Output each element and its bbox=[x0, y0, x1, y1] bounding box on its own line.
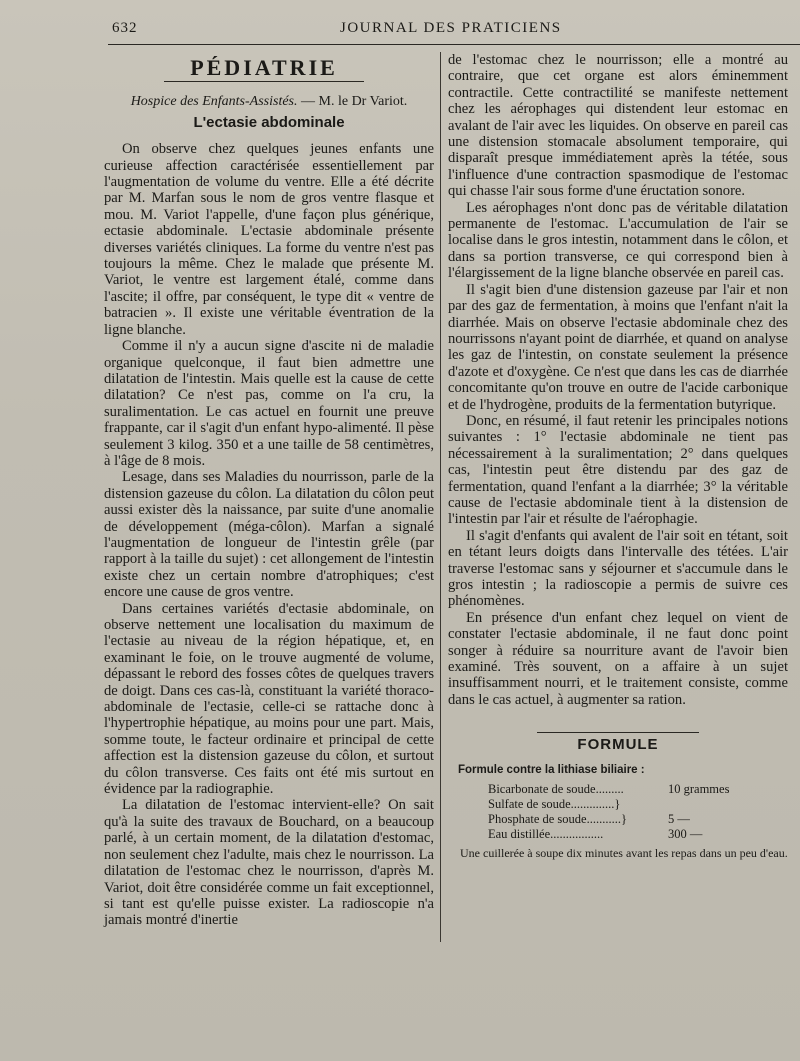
ingredient-quantity bbox=[668, 797, 788, 812]
running-head bbox=[0, 18, 800, 40]
left-column bbox=[104, 52, 434, 929]
paragraph: En présence d'un enfant chez lequel on vient de constater l'ectasie abdominale, il ne faut donc point songer à réduire sa nourriture avant de l'avoir bien examiné. Très souvent, on a affaire à un sujet insuffisamment nourri, et le traitement consiste, comme dans le cas actuel, à augmenter sa ration. bbox=[448, 609, 788, 708]
ingredient-name: Sulfate de soude..............} bbox=[488, 797, 621, 812]
prescription-row bbox=[448, 782, 788, 797]
paragraph: La dilatation de l'estomac intervient-elle? On sait qu'à la suite des travaux de Bouchard, on a beaucoup parlé, à un certain moment, de la dilatation d'estomac, non seulement chez l'adulte, mais chez le nourrisson. La dilatation de l'estomac chez le nourrisson, d'après M. Variot, doit être considérée comme un fait exceptionnel, si tant est qu'elle puisse exister. La radioscopie n'a jamais montré d'inertie bbox=[104, 797, 434, 929]
ingredient-quantity: 5 — bbox=[668, 812, 690, 827]
prescription-row bbox=[448, 827, 788, 842]
header-rule bbox=[108, 44, 800, 45]
section-title: PÉDIATRIE bbox=[164, 60, 364, 82]
ingredient-quantity: 10 grammes bbox=[668, 782, 730, 797]
byline-place: Hospice des Enfants-Assistés. bbox=[130, 94, 298, 110]
paragraph: de l'estomac chez le nourrisson; elle a montré au contraire, que cet organe est alors éminemment contractile. Cette contractilité se manifeste nettement chez les aérophages qui distendent leur estomac en avalant de l'air avec les liquides. On observe en pareil cas une distension stomacale absolument temporaire, qui disparaît presque immédiatement après la tétée, sous l'influence d'une contraction spasmodique de l'estomac qui chasse l'air sous forme d'une éructation sonore. bbox=[448, 52, 788, 200]
paragraph: Il s'agit bien d'une distension gazeuse par l'air et non par des gaz de fermentation, à moins que l'enfant n'ait la diarrhée. Mais on observe l'ectasie abdominale chez des nourrissons n'ayant point de diarrhée, et quand on analyse les gaz de l'intestin, on constate seulement la présence d'azote et d'oxygène. Ce n'est que dans les cas de diarrhée concomitante qu'on trouve en outre de l'acide carbonique et de l'hydrogène, produits de la fermentation butyrique. bbox=[448, 281, 788, 413]
paragraph: Comme il n'y a aucun signe d'ascite ni de maladie organique quelconque, il faut bien admettre une dilatation de l'intestin. Mais quelle est la cause de cette dilatation? Ce n'est pas, comme on l'a cru, la suralimentation. Le cas actuel en fournit une preuve frappante, car il s'agit d'un enfant hypo-alimenté. Il pèse seulement 3 kilog. 350 et a une taille de 58 centimètres, à l'âge de 8 mois. bbox=[104, 338, 434, 469]
right-column bbox=[448, 52, 788, 861]
column-divider bbox=[440, 52, 441, 942]
prescription-row bbox=[448, 812, 788, 827]
paragraph: Les aérophages n'ont donc pas de véritable dilatation permanente de l'estomac. L'accumulation de l'air se localise dans le gros intestin, notamment dans le côlon, et dans sa portion transverse, ce qui correspond bien à l'élargissement de la ligne blanche observée en pareil cas. bbox=[448, 199, 788, 282]
journal-title: JOURNAL DES PRATICIENS bbox=[340, 20, 562, 36]
ingredient-quantity: 300 — bbox=[668, 827, 703, 842]
prescription-row bbox=[448, 797, 788, 812]
ingredient-name: Phosphate de soude...........} bbox=[488, 812, 627, 827]
paragraph: Dans certaines variétés d'ectasie abdominale, on observe nettement une localisation du maximum de l'ectasie au niveau de la région hépatique, et, en examinant le foie, on le trouve augmenté de volume, dépassant le rebord des fosses côtes de quelques travers de doigt. Dans ces cas-là, constituant la variété thoraco-abdominale de l'ectasie, celle-ci se rattache donc à l'hypertrophie hépatique, au moins pour une part. Mais, somme toute, le facteur ordinaire et principal de cette affection est la distension gazeuse du côlon, et surtout du côlon transverse. Ces faits ont été mis surtout en évidence par la radiographie. bbox=[104, 600, 434, 798]
paragraph: Lesage, dans ses Maladies du nourrisson, parle de la distension gazeuse du côlon. La dilatation du côlon peut aussi exister dès la naissance, par suite d'une anomalie de développement (méga-côlon). Marfan a signalé l'augmentation de longueur de l'intestin grêle (par rapport à la taille du sujet) : cet allongement de l'intestin existe chez un certain nombre d'atrophiques; c'est encore une cause de gros ventre. bbox=[104, 469, 434, 601]
byline bbox=[104, 94, 434, 110]
paragraph: Il s'agit d'enfants qui avalent de l'air soit en tétant, soit en tétant leurs doigts dans l'intervalle des tétées. L'air traverse l'estomac sans y séjourner et s'accumule dans le gros intestin ; la radioscopie a permis de suivre ces phénomènes. bbox=[448, 527, 788, 610]
ingredient-name: Eau distillée................. bbox=[488, 827, 604, 842]
formule-subtitle: Formule contre la lithiase biliaire : bbox=[458, 763, 645, 776]
prescription-note: Une cuillerée à soupe dix minutes avant les repas dans un peu d'eau. bbox=[460, 846, 788, 861]
byline-author: — M. le Dr Variot. bbox=[301, 94, 408, 110]
paragraph: On observe chez quelques jeunes enfants une curieuse affection caractérisée essentiellement par l'augmentation de volume du ventre. Elle a été décrite par M. Marfan sous le nom de gros ventre flasque et mou. M. Variot l'appelle, d'une façon plus générique, ectasie abdominale. L'ectasie abdominale présente diverses variétés cliniques. La forme du ventre n'est pas toujours la même. Chez le malade que présente M. Variot, le ventre est largement étalé, comme dans l'ascite; il offre, par conséquent, le type dit « ventre de batracien ». Il existe une véritable éventration de la ligne blanche. bbox=[104, 141, 434, 338]
paragraph: Donc, en résumé, il faut retenir les principales notions suivantes : 1° l'ectasie abdominale ne tient pas nécessairement à la suralimentation; 2° dans quelques cas, l'intestin peut être distendu par des gaz de fermentation, quand l'enfant a la diarrhée; 3° la véritable cause de l'ectasie abdominale tient à la distension de l'intestin par l'air et résulte de l'aérophagie. bbox=[448, 412, 788, 528]
article-title: L'ectasie abdominale bbox=[193, 113, 345, 131]
ingredient-name: Bicarbonate de soude......... bbox=[488, 782, 624, 797]
formule-box bbox=[448, 724, 788, 860]
prescription bbox=[448, 782, 788, 861]
page-number: 632 bbox=[112, 20, 138, 36]
formule-title: FORMULE bbox=[537, 732, 698, 755]
